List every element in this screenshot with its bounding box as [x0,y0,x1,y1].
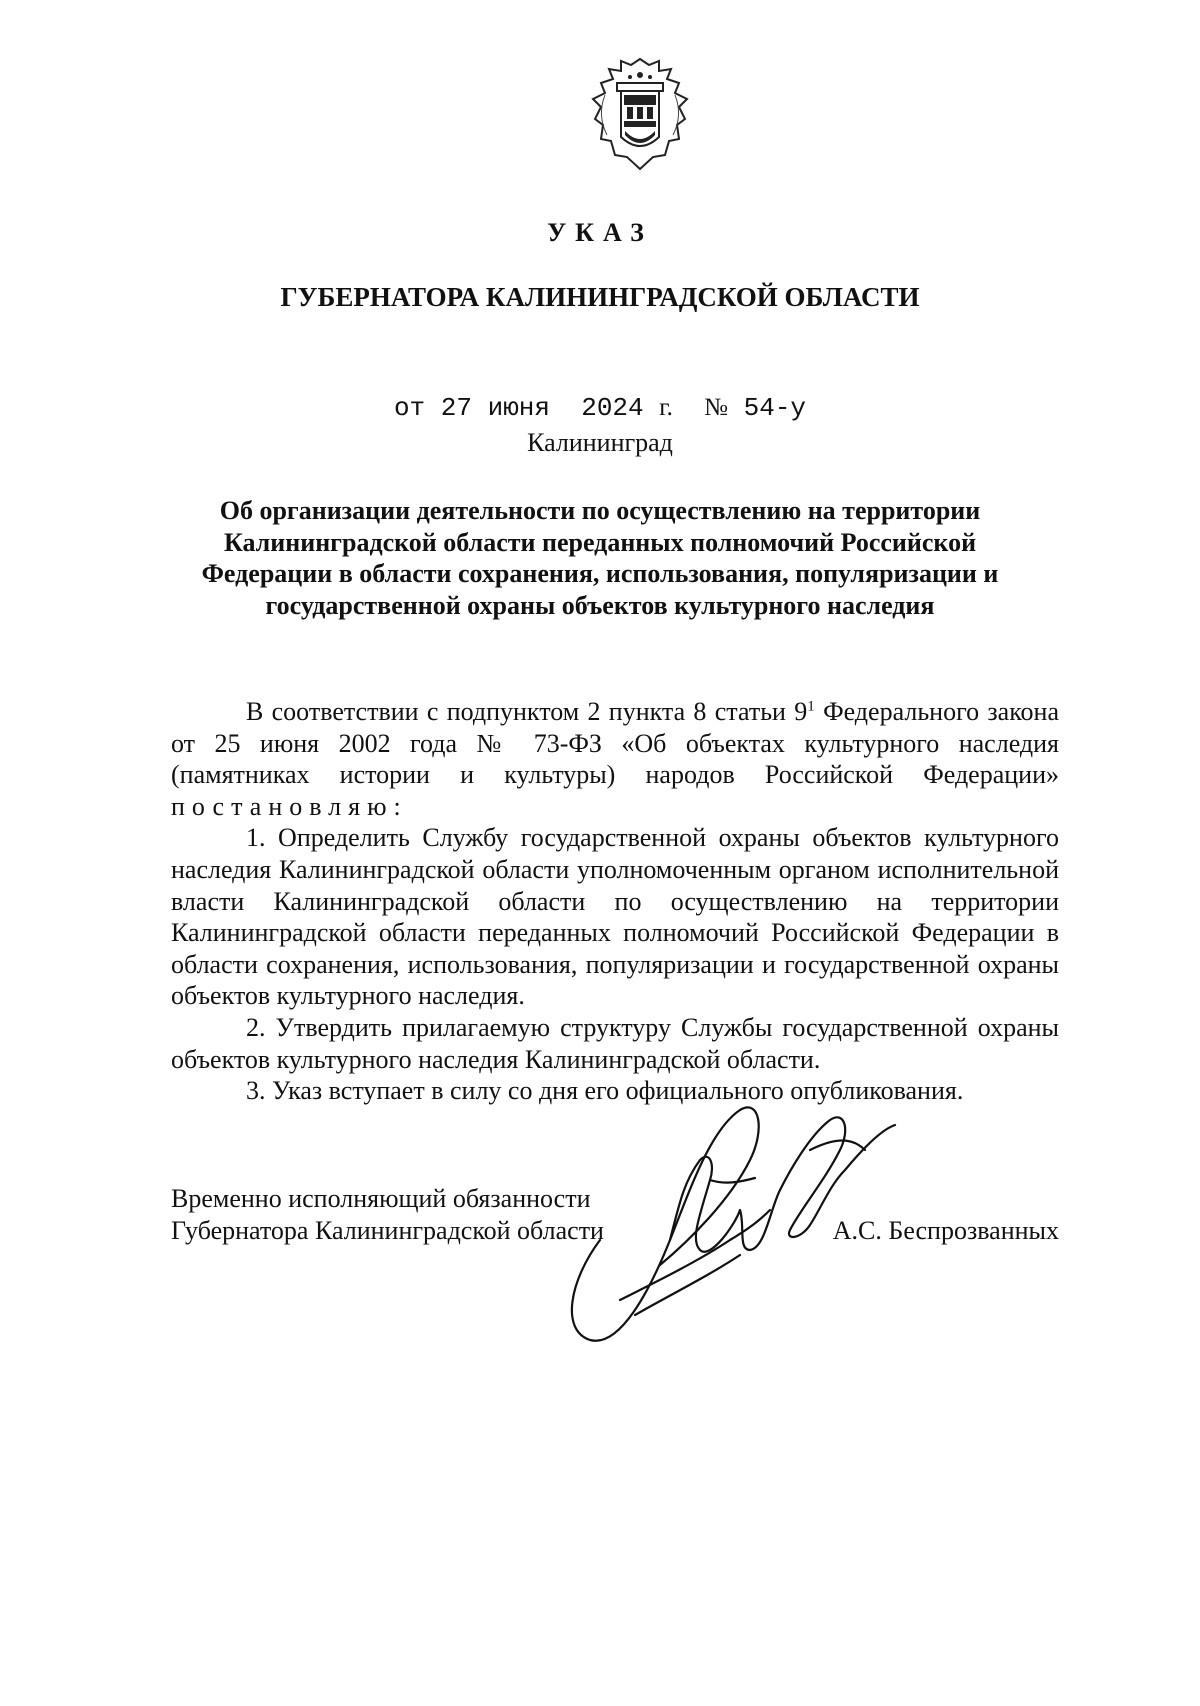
intro-paragraph [171,696,1059,822]
list-item: 1. Определить Службу государственной охраны объектов культурного наследия Калининградской области уполномоченным органом исполнительной власти Калининградской области по осуществлению на территории Калининградской области переданных полномочий Российской Федерации в области сохранения, использования, популяризации и государственной охраны объектов культурного наследия. [171,823,1059,1011]
decree-date-number [0,393,1200,423]
signatory-position-line2: Губернатора Калининградской области [171,1215,604,1245]
signatory-name: А.С. Беспрозванных [832,1215,1059,1245]
decree-subject: Об организации деятельности по осуществлению на территории Калининградской области переданных полномочий Российской Федерации в области сохранения, использования, популяризации и государственной охраны объектов культурного наследия [201,496,999,620]
decree-issuer: ГУБЕРНАТОРА КАЛИНИНГРАДСКОЙ ОБЛАСТИ [280,282,920,312]
decree-body [171,696,1059,1107]
date-day-month: 27 июня [440,393,550,423]
date-year: 2024 [581,393,644,423]
intro-superscript: 1 [807,698,815,715]
handwritten-signature-icon [560,1090,910,1350]
list-item: 2. Утвердить прилагаемую структуру Службы государственной охраны объектов культурного наследия Калининградской области. [171,1012,1059,1074]
list-item: 3. Указ вступает в силу со дня его официального опубликования. [246,1076,964,1106]
decree-number: 54-у [743,393,807,423]
decree-title: УКАЗ [547,218,653,247]
date-year-suffix: г. [659,394,673,421]
decree-city: Калининград [527,428,673,457]
intro-text-part1: В соответствии с подпунктом 2 пункта 8 статьи 9 [246,697,808,726]
kaliningrad-coat-of-arms-icon [575,55,705,175]
date-prefix: от [393,393,426,423]
resolve-word: постановляю: [171,791,408,821]
signatory-position-line1: Временно исполняющий обязанности [171,1184,591,1213]
number-sign: № [704,394,729,421]
intro-text-part2: Федерального закона от 25 июня 2002 года № 73-ФЗ «Об объектах культурного наследия (памятниках истории и культуры) народов Российской Федерации» [171,697,1059,790]
